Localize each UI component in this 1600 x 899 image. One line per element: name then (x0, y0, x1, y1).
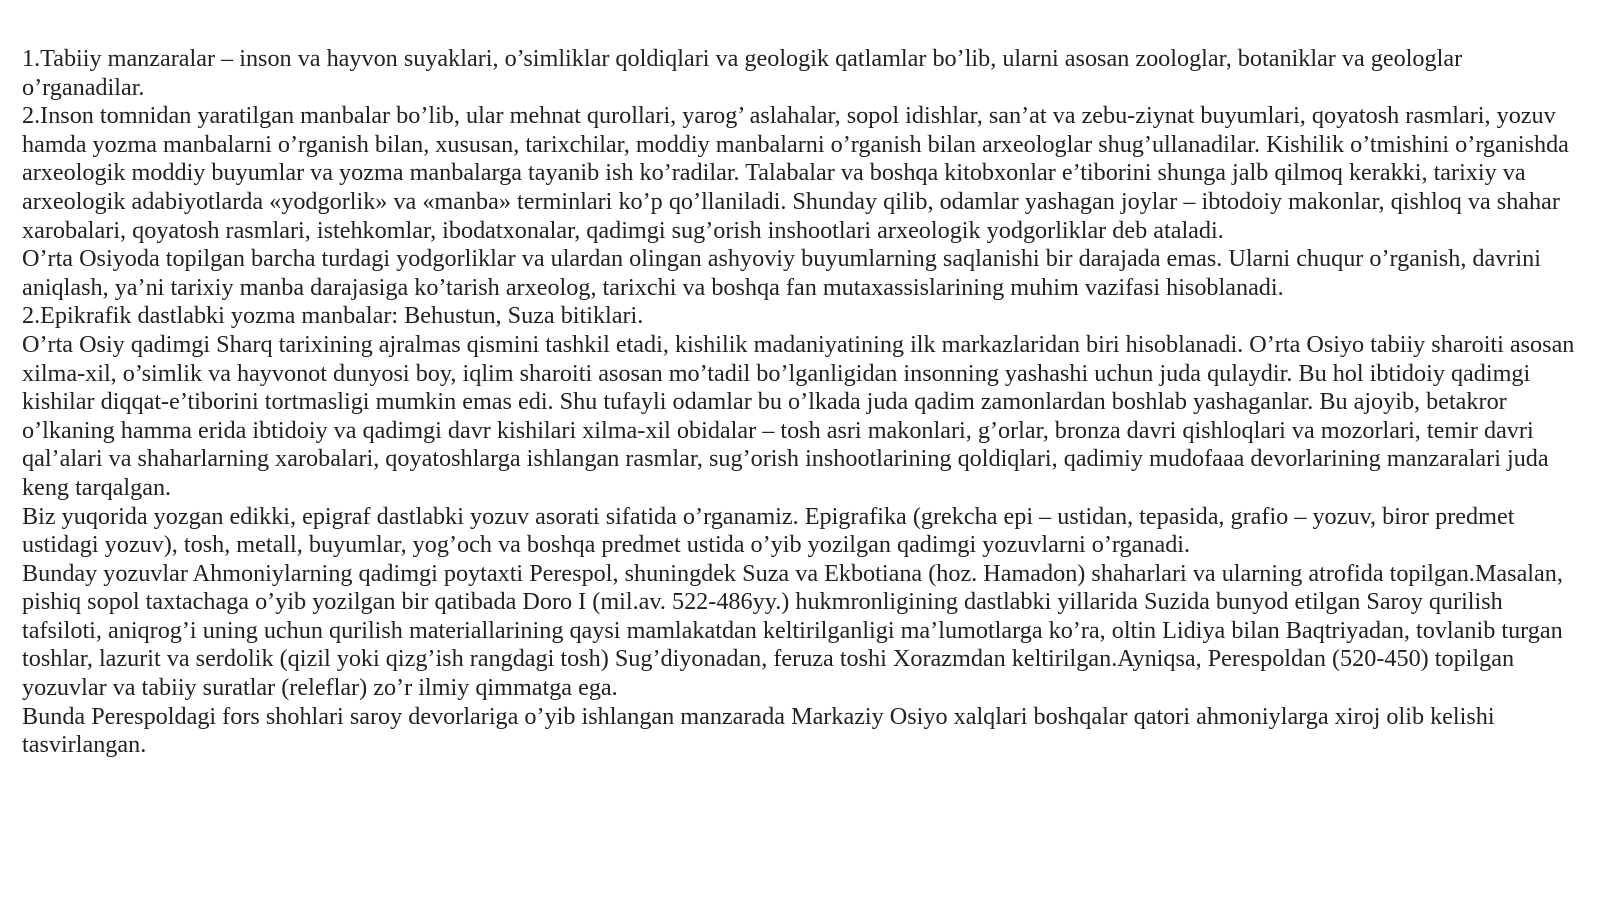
paragraph-human-made-sources: 2.Inson tomnidan yaratilgan manbalar bo’lib, ular mehnat qurollari, yarog’ aslahalar, sopol idishlar, san’at va zebu-ziynat buyumlari, qoyatosh rasmlari, yozuv hamda yozma manbalarni o’rganish bilan, xususan, tarixchilar, moddiy manbalarni o’rganish bilan arxeologlar shug’ullanadilar. Kishilik o’tmishini o’rganishda arxeologik moddiy buyumlar va yozma manbalarga tayanib ish ko’radilar. Talabalar va boshqa kitobxonlar e’tiborini shunga jalb qilmoq kerakki, tarixiy va arxeologik adabiyotlarda «yodgorlik» va «manba» terminlari ko’p qo’llaniladi. Shunday qilib, odamlar yashagan joylar – ibtodoiy makonlar, qishloq va shahar xarobalari, qoyatosh rasmlari, istehkomlar, ibodatxonalar, qadimgi sug’orish inshootlari arxeologik yodgorliklar deb ataladi. (22, 102, 1569, 244)
paragraph-central-asia-monuments: O’rta Osiyoda topilgan barcha turdagi yodgorliklar va ulardan olingan ashyoviy buyumlarning saqlanishi bir darajada emas. Ularni chuqur o’rganish, davrini aniqlash, ya’ni tarixiy manba darajasiga ko’tarish arxeolog, tarixchi va boshqa fan mutaxassislarining muhim vazifasi hisoblanadi. (22, 245, 1541, 301)
paragraph-persepolis-reliefs: Bunda Perespoldagi fors shohlari saroy devorlariga o’yib ishlangan manzarada Markaziy Osiyo xalqlari boshqalar qatori ahmoniylarga xiroj olib kelishi tasvirlangan. (22, 702, 1495, 759)
paragraph-epigraphic-heading: 2.Epikrafik dastlabki yozma manbalar: Behustun, Suza bitiklari. (22, 302, 644, 330)
paragraph-central-asia-history: O’rta Osiy qadimgi Sharq tarixining ajralmas qismini tashkil etadi, kishilik madaniyatining ilk markazlaridan biri hisoblanadi. O’rta Osiyo tabiiy sharoiti asosan xilma-xil, o’simlik va hayvonot dunyosi boy, iqlim sharoiti asosan mo’tadil bo’lganligidan insonning yashashi uchun juda qulaydir. Bu hol ibtidoiy qadimgi kishilar diqqat-e’tiborini tortmasligi mumkin emas edi. Shu tufayli odamlar bu o’lkada juda qadim zamonlardan boshlab yashaganlar. Bu ajoyib, betakror o’lkaning hamma erida ibtidoiy va qadimgi davr kishilari xilma-xil obidalar – tosh asri makonlari, g’orlar, bronza davri qishloqlari va mozorlari, temir davri qal’alari va shaharlarning xarobalari, qoyatoshlarga ishlangan rasmlar, sug’orish inshootlarining qoldiqlari, qadimiy mudofaaa devorlarining manzaralari juda keng tarqalgan. (22, 330, 1575, 501)
paragraph-natural-landscapes: 1.Tabiiy manzaralar – inson va hayvon suyaklari, o’simliklar qoldiqlari va geologik qatlamlar bo’lib, ularni asosan zoologlar, botaniklar va geologlar o’rganadilar. (22, 45, 1463, 101)
paragraph-achaemenid-inscriptions: Bunday yozuvlar Ahmoniylarning qadimgi poytaxti Perespol, shuningdek Suza va Ekbotiana (hoz. Hamadon) shaharlari va ularning atrofida topilgan.Masalan, pishiq sopol taxtachaga o’yib yozilgan bir qatibada Doro I (mil.av. 522-486yy.) hukmronligining dastlabki yillarida Suzida bunyod etilgan Saroy qurilish tafsiloti, aniqrog’i uning uchun qurilish materiallarining qaysi mamlakatdan keltirilganligi ma’lumotlarga ko’ra, oltin Lidiya bilan Baqtriyadan, tovlanib turgan toshlar, lazurit va serdolik (qizil yoki qizg’ish rangdagi tosh) Sug’diyonadan, feruza toshi Xorazmdan keltirilgan.Ayniqsa, Perespoldan (520-450) topilgan yozuvlar va tabiiy suratlar (releflar) zo’r ilmiy qimmatga ega. (22, 559, 1563, 702)
paragraph-epigraphy-definition: Biz yuqorida yozgan edikki, epigraf dastlabki yozuv asorati sifatida o’rganamiz. Epigrafika (grekcha epi – ustidan, tepasida, grafio – yozuv, biror predmet ustidagi yozuv), tosh, metall, buyumlar, yog’och va boshqa predmet ustida o’yib yozilgan qadimgi yozuvlarni o’rganadi. (22, 502, 1515, 559)
document-body (22, 45, 1582, 760)
